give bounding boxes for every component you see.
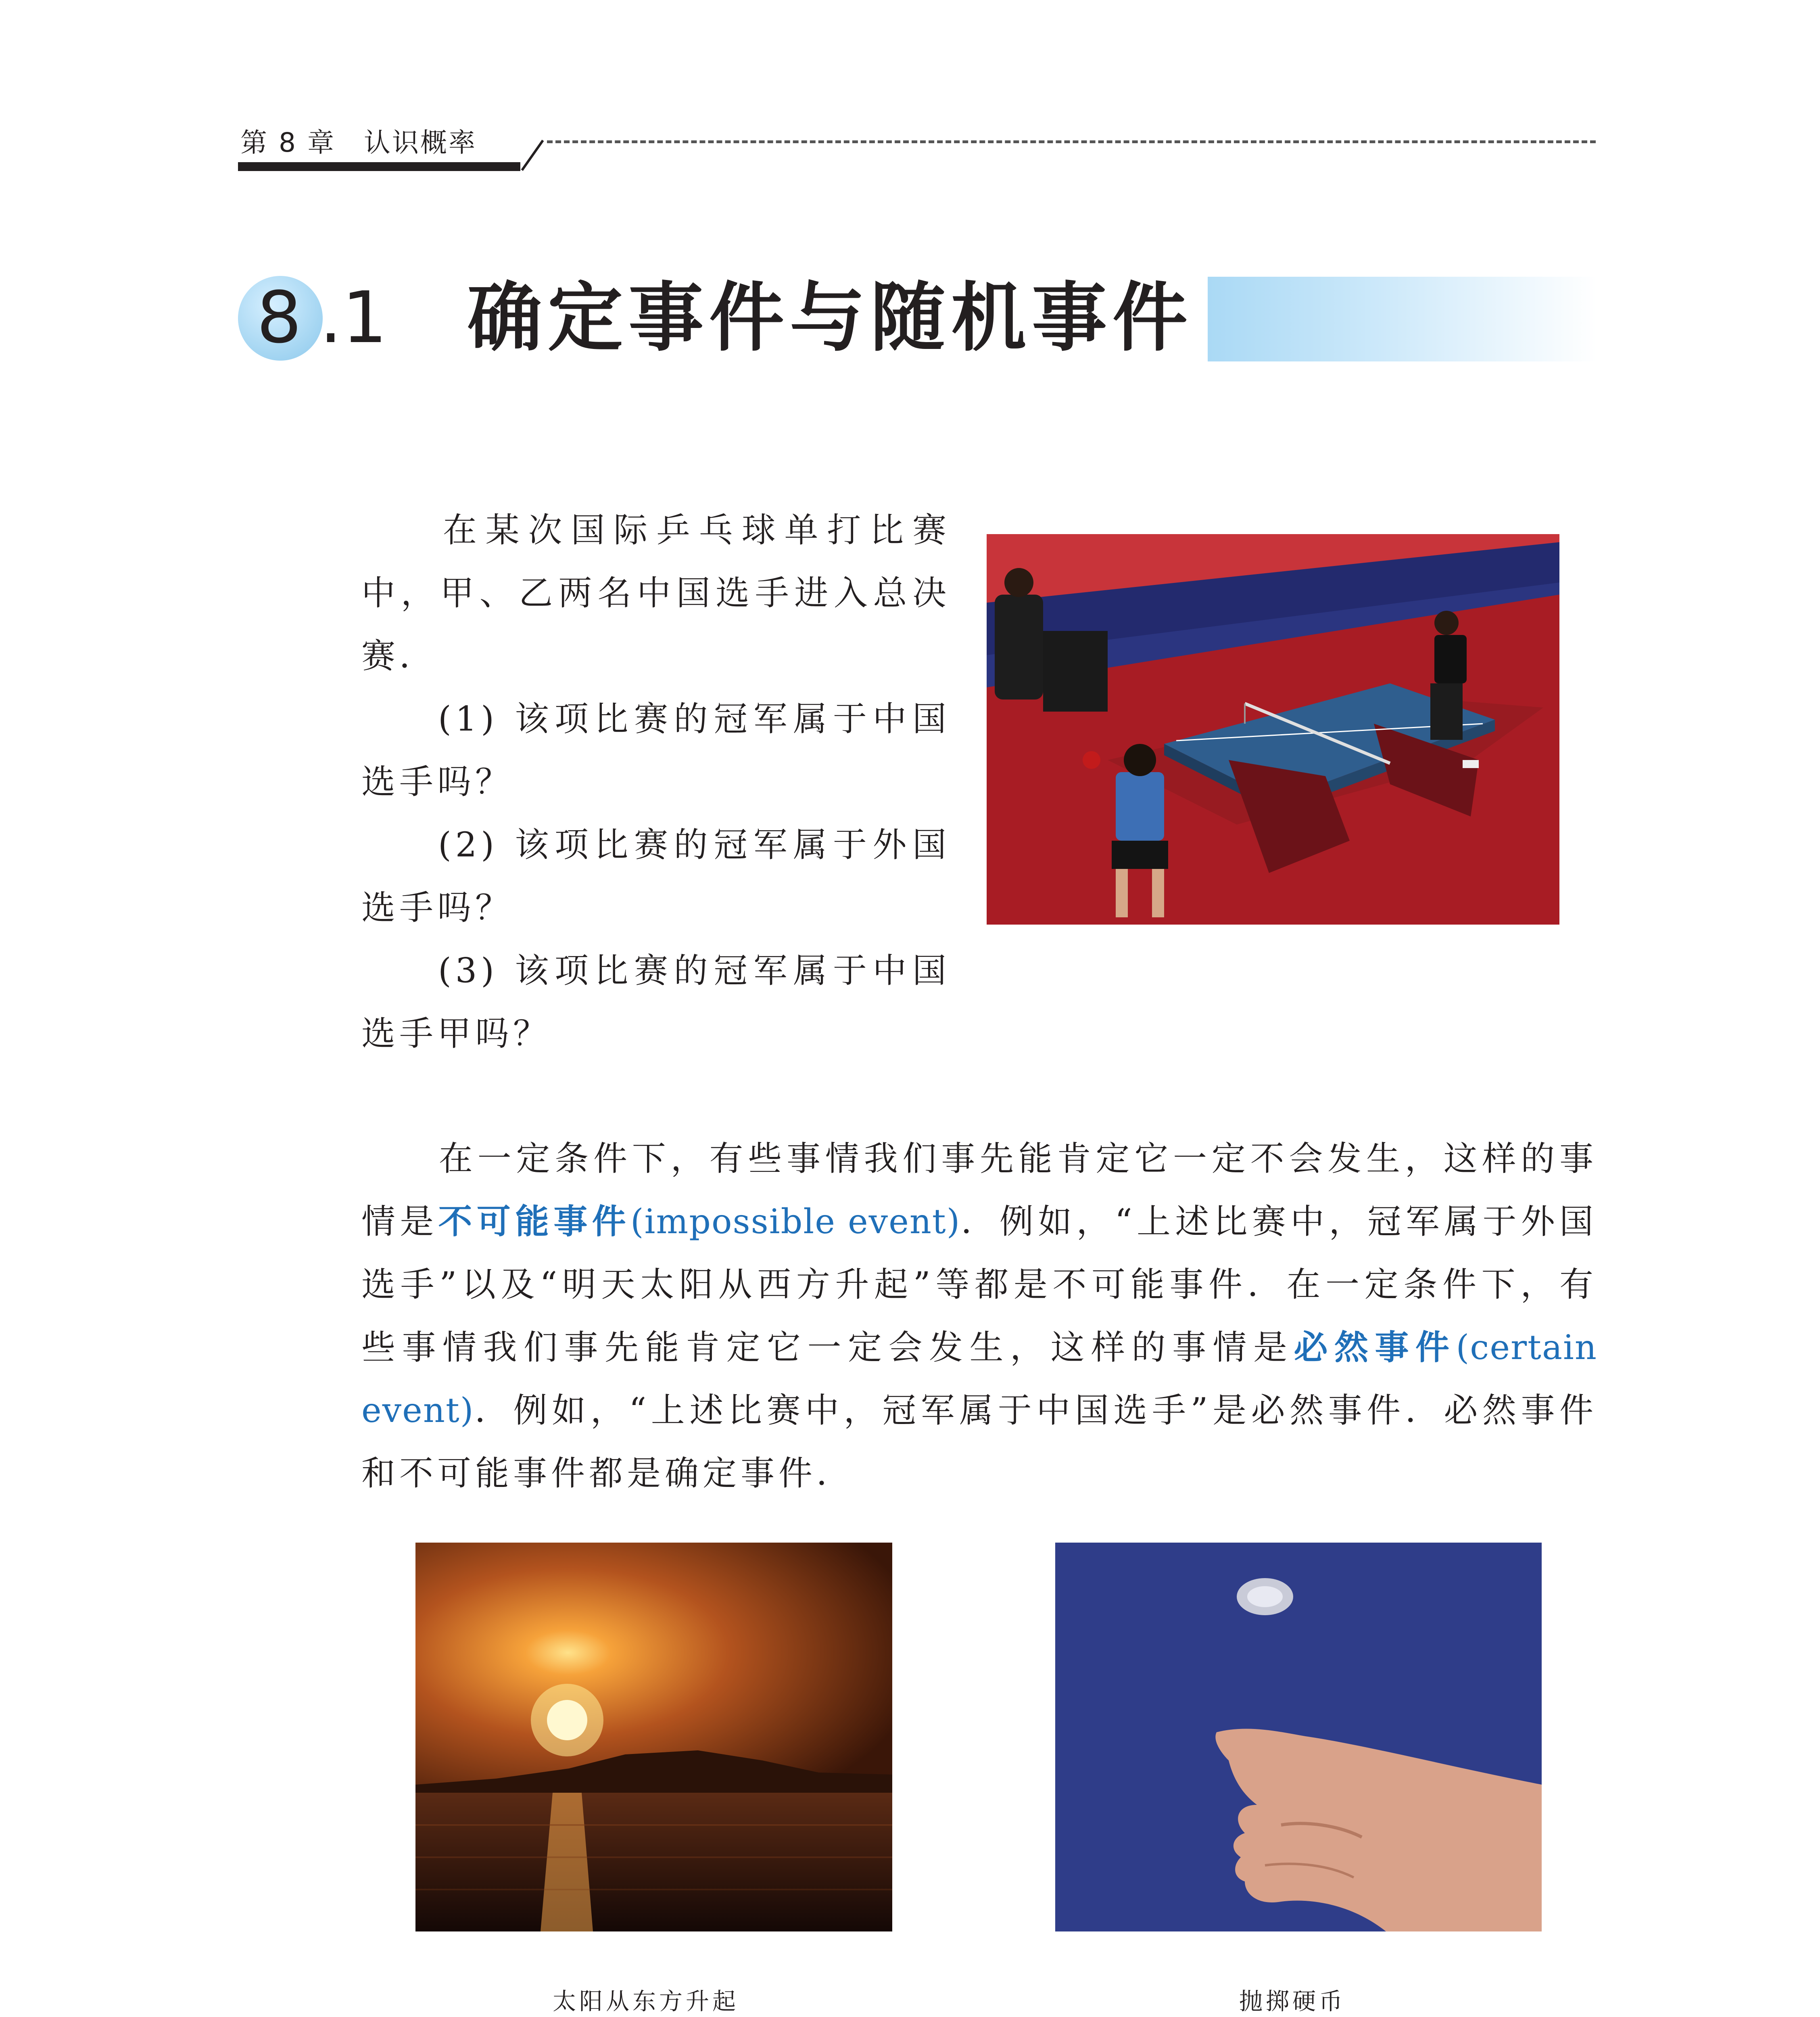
intro-line xyxy=(361,813,950,939)
section-title: 确定事件与随机事件 xyxy=(467,274,1194,361)
sunrise-photo xyxy=(415,1543,892,1931)
running-header xyxy=(240,121,477,159)
sunrise-caption: 太阳从东方升起 xyxy=(553,1988,739,2015)
chapter-title: 认识概率 xyxy=(363,127,477,158)
definition-paragraph-1 xyxy=(361,1127,1597,1505)
coin-toss-caption: 抛掷硬币 xyxy=(1239,1988,1346,2015)
term-impossible-event-english: (impossible event) xyxy=(630,1202,961,1241)
header-slash-divider xyxy=(520,133,545,171)
intro-text-1: 在某次国际乒乓球单打比赛中，甲、乙两名中国选手进入总决赛． xyxy=(361,510,950,676)
chapter-number: 第 8 章 xyxy=(240,127,336,158)
intro-line xyxy=(361,939,950,1065)
intro-questions xyxy=(361,499,950,1065)
term-certain-event-english: (certain event) xyxy=(361,1328,1597,1430)
term-certain-event: 必然事件 xyxy=(1294,1328,1456,1367)
section-number-minor: .1 xyxy=(319,276,387,359)
section-number-major: 8 xyxy=(257,276,302,359)
intro-question-3: (3) 该项比赛的冠军属于中国选手甲吗？ xyxy=(361,951,950,1053)
header-dashed-rule xyxy=(547,140,1596,143)
intro-question-2: (2) 该项比赛的冠军属于外国选手吗？ xyxy=(361,825,950,927)
term-impossible-event: 不可能事件 xyxy=(438,1202,630,1241)
coin-toss-photo xyxy=(1055,1543,1542,1931)
para1-text-a: 在一定条件下，有些事情我们事先能肯定它一定不会发生，这样的事情是 xyxy=(361,1139,1597,1241)
section-title-band xyxy=(1208,277,1597,361)
para1-text-b: ．例如，“上述比赛中，冠军属于外国选手”以及“明天太阳从西方升起”等都是不可能事件．在一定条件下，有些事情我们事先能肯定它一定会发生，这样的事情是 xyxy=(361,1202,1597,1367)
intro-question-1: (1) 该项比赛的冠军属于中国选手吗？ xyxy=(361,699,950,802)
table-tennis-photo xyxy=(987,534,1559,925)
intro-line xyxy=(361,687,950,813)
intro-line xyxy=(361,499,950,687)
paragraph-text xyxy=(361,1127,1597,1505)
header-underline-bar xyxy=(238,162,520,171)
para1-text-c: ．例如，“上述比赛中，冠军属于中国选手”是必然事件．必然事件和不可能事件都是确定事件． xyxy=(361,1391,1597,1493)
